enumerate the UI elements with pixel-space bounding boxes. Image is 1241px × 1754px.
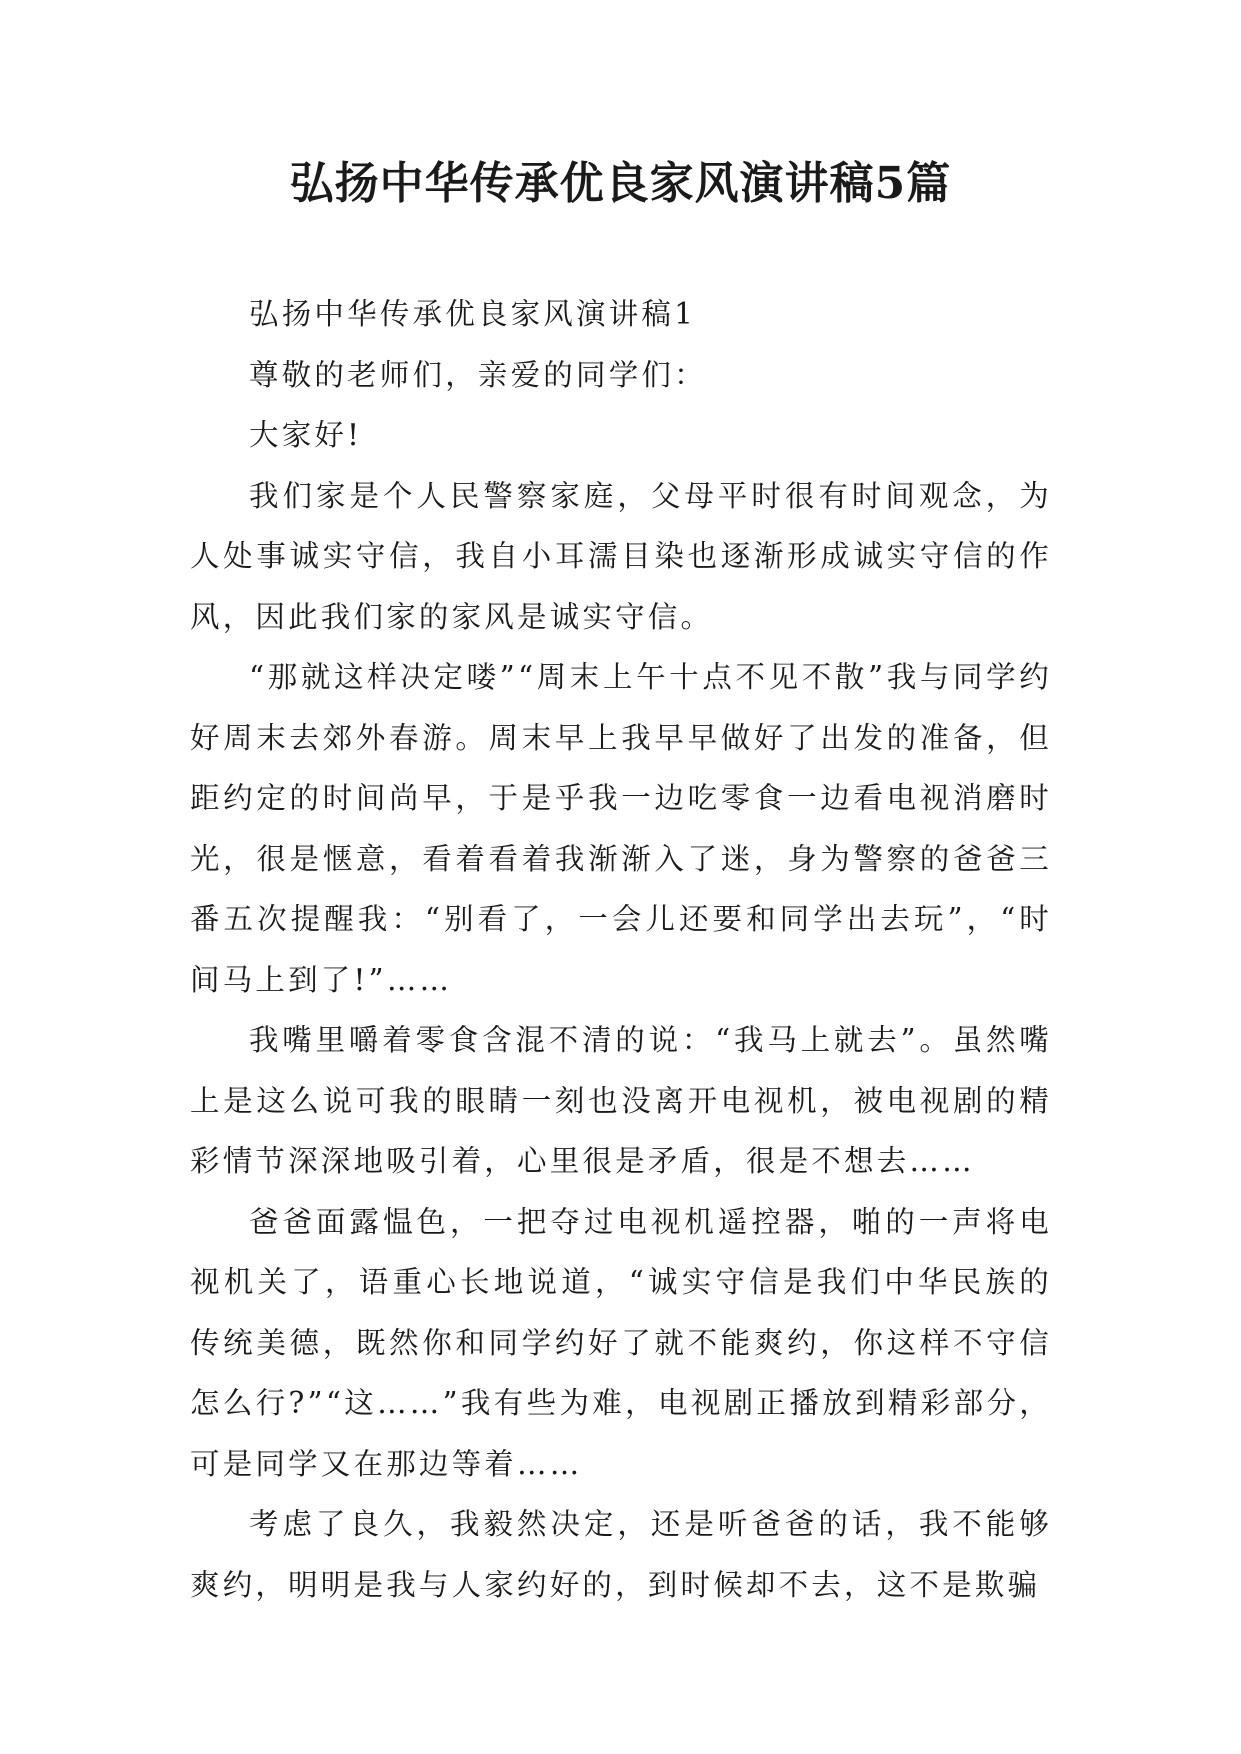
paragraph: 爸爸面露愠色，一把夺过电视机遥控器，啪的一声将电视机关了，语重心长地说道，“诚实守信是我们中华民族的传统美德，既然你和同学约好了就不能爽约，你这样不守信怎么行?”“这……”我有些为难，电视剧正播放到精彩部分，可是同学又在那边等着…… (190, 1204, 1052, 1481)
paragraph: 我嘴里嚼着零食含混不清的说：“我马上就去”。虽然嘴上是这么说可我的眼睛一刻也没离开电视机，被电视剧的精彩情节深深地吸引着，心里很是矛盾，很是不想去…… (190, 1023, 1052, 1178)
paragraph: 我们家是个人民警察家庭，父母平时很有时间观念，为人处事诚实守信，我自小耳濡目染也逐渐形成诚实守信的作风，因此我们家的家风是诚实守信。 (190, 478, 1052, 634)
document-body (190, 284, 1052, 1615)
greeting: 大家好! (249, 418, 363, 452)
document-title: 弘扬中华传承优良家风演讲稿5篇 (289, 158, 952, 209)
paragraph: 考虑了良久，我毅然决定，还是听爸爸的话，我不能够爽约，明明是我与人家约好的，到时候却不去，这不是欺骗 (190, 1507, 1052, 1602)
salutation: 尊敬的老师们，亲爱的同学们： (249, 357, 707, 392)
section-heading: 弘扬中华传承优良家风演讲稿1 (249, 297, 697, 331)
paragraph: “那就这样决定喽”“周末上午十点不见不散”我与同学约好周末去郊外春游。周末早上我早早做好了出发的准备，但距约定的时间尚早，于是乎我一边吃零食一边看电视消磨时光，很是惬意，看着看着我渐渐入了迷，身为警察的爸爸三番五次提醒我：“别看了，一会儿还要和同学出去玩”，“时间马上到了!”…… (190, 660, 1052, 997)
